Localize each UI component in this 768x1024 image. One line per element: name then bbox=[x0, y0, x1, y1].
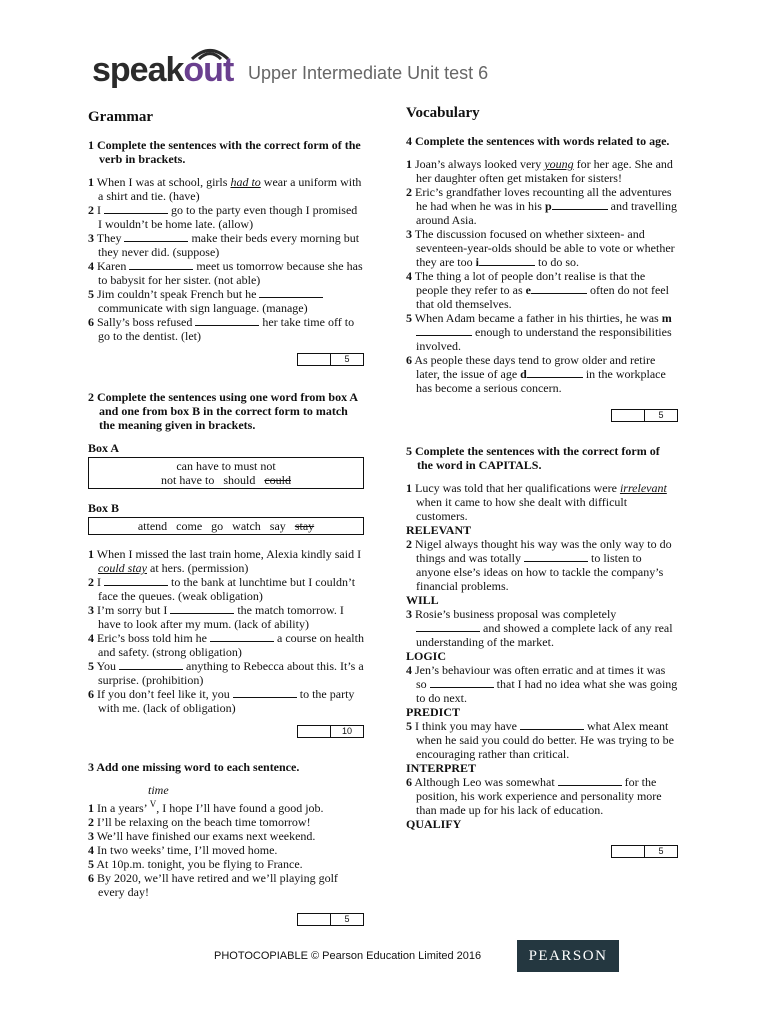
list-item bbox=[406, 663, 678, 705]
answer-blank[interactable] bbox=[545, 199, 608, 213]
insert-caret: V bbox=[149, 799, 157, 809]
vocabulary-column bbox=[406, 105, 678, 858]
item-text: meet us tomorrow because she has to babysit for her sister. (not able) bbox=[98, 259, 363, 287]
blank-line bbox=[416, 325, 472, 336]
item-text: In two weeks’ time, I’ll moved home. bbox=[97, 843, 278, 857]
item-number: 1 bbox=[406, 157, 412, 171]
score-box: 10 bbox=[88, 725, 364, 738]
item-text: I’m sorry but I bbox=[97, 603, 171, 617]
item-number: 3 bbox=[406, 227, 412, 241]
answer-blank[interactable] bbox=[430, 677, 494, 688]
item-text: The discussion focused on whether sixteen- and seventeen-year-olds should be able to vote or whether they are too bbox=[414, 227, 675, 269]
question-3 bbox=[88, 760, 364, 926]
item-text: to do so. bbox=[535, 255, 580, 269]
item-number: 5 bbox=[406, 719, 412, 733]
answer-blank[interactable] bbox=[520, 719, 584, 730]
grammar-column bbox=[88, 108, 364, 926]
item-number: 4 bbox=[88, 631, 94, 645]
answer-blank[interactable] bbox=[526, 283, 587, 297]
question-instruction: 1 Complete the sentences with the correct form of the verb in brackets. bbox=[88, 138, 361, 166]
grammar-heading: Grammar bbox=[88, 109, 153, 125]
item-text: wear a uniform with a shirt and tie. (have) bbox=[98, 175, 362, 203]
copyright-notice: PHOTOCOPIABLE © Pearson Education Limited 2016 bbox=[214, 950, 482, 962]
item-number: 3 bbox=[88, 603, 94, 617]
answer-blank[interactable] bbox=[259, 287, 323, 298]
item-number: 5 bbox=[88, 659, 94, 673]
item-text: I think you may have bbox=[415, 719, 520, 733]
item-text: In a years’ bbox=[97, 801, 150, 815]
question-5 bbox=[406, 444, 678, 858]
first-letter: p bbox=[544, 199, 552, 213]
item-text: in the workplace has become a serious concern. bbox=[416, 367, 666, 395]
item-number: 3 bbox=[406, 607, 412, 621]
box-a-label: Box A bbox=[88, 441, 120, 455]
item-number: 1 bbox=[88, 547, 94, 561]
item-number: 2 bbox=[88, 815, 94, 829]
test-subtitle: Upper Intermediate Unit test 6 bbox=[248, 63, 489, 83]
capital-word: QUALIFY bbox=[406, 817, 462, 831]
list-item bbox=[88, 603, 364, 631]
blank-line bbox=[531, 283, 587, 294]
question-items bbox=[406, 481, 678, 831]
answer-blank[interactable] bbox=[416, 621, 480, 632]
score-input[interactable] bbox=[612, 846, 645, 857]
example-answer: had to bbox=[230, 175, 261, 189]
question-instruction: 3 Add one missing word to each sentence. bbox=[88, 760, 300, 774]
item-text: when it came to how she dealt with difficult customers. bbox=[416, 495, 628, 523]
item-number: 3 bbox=[88, 829, 94, 843]
item-text: Karen bbox=[97, 259, 130, 273]
item-number: 4 bbox=[88, 259, 94, 273]
list-item bbox=[88, 231, 364, 259]
list-item bbox=[88, 203, 364, 231]
example-answer: could stay bbox=[98, 561, 147, 575]
answer-blank[interactable] bbox=[124, 231, 188, 242]
item-number: 4 bbox=[406, 269, 412, 283]
question-2 bbox=[88, 390, 364, 738]
example-insert-word: time bbox=[148, 783, 169, 797]
capital-word: LOGIC bbox=[406, 649, 447, 663]
score-input[interactable] bbox=[298, 354, 331, 365]
answer-blank[interactable] bbox=[558, 775, 622, 786]
item-text: to the party with me. (lack of obligation) bbox=[98, 687, 355, 715]
list-item bbox=[406, 481, 678, 523]
answer-blank[interactable] bbox=[524, 551, 588, 562]
item-text: If you don’t feel like it, you bbox=[97, 687, 233, 701]
item-number: 5 bbox=[88, 857, 94, 871]
capital-word: INTERPRET bbox=[406, 761, 477, 775]
item-number: 1 bbox=[88, 801, 94, 815]
item-number: 6 bbox=[406, 353, 412, 367]
item-number: 4 bbox=[406, 663, 412, 677]
item-number: 3 bbox=[88, 231, 94, 245]
first-letter: i bbox=[475, 255, 479, 269]
item-text: By 2020, we’ll have retired and we’ll playing golf every day! bbox=[97, 871, 338, 899]
item-text: Joan’s always looked very bbox=[415, 157, 545, 171]
item-text: Although Leo was somewhat bbox=[414, 775, 558, 789]
list-item bbox=[88, 287, 364, 315]
item-text: and travelling around Asia. bbox=[416, 199, 677, 227]
answer-blank[interactable] bbox=[476, 255, 535, 269]
list-item bbox=[406, 185, 678, 227]
capital-word: PREDICT bbox=[406, 705, 461, 719]
list-item bbox=[406, 269, 678, 311]
item-text: As people these days tend to grow older and retire later, the issue of age bbox=[414, 353, 656, 381]
question-instruction: 5 Complete the sentences with the correct form of the word in CAPITALS. bbox=[406, 444, 660, 472]
item-text: Nigel always thought his way was the only way to do things and was totally bbox=[415, 537, 672, 565]
list-item bbox=[88, 797, 364, 815]
item-text: communicate with sign language. (manage) bbox=[98, 301, 308, 315]
item-number: 2 bbox=[88, 575, 94, 589]
score-box: 5 bbox=[88, 913, 364, 926]
item-number: 2 bbox=[406, 537, 412, 551]
answer-blank[interactable] bbox=[195, 315, 259, 326]
list-item bbox=[88, 871, 364, 899]
list-item bbox=[88, 659, 364, 687]
item-text: When Adam became a father in his thirties, he was bbox=[414, 311, 662, 325]
item-number: 6 bbox=[88, 687, 94, 701]
example-answer: irrelevant bbox=[619, 481, 667, 495]
list-item bbox=[88, 547, 364, 575]
speakout-logo: speakout bbox=[92, 51, 234, 89]
box-a: can have to must not not have to should could bbox=[88, 457, 364, 489]
list-item bbox=[88, 857, 364, 871]
item-text: a course on health and safety. (strong obligation) bbox=[98, 631, 364, 659]
list-item bbox=[406, 537, 678, 593]
list-item bbox=[88, 829, 364, 843]
list-item bbox=[406, 227, 678, 269]
item-text: Jen’s behaviour was often erratic and at times it was so bbox=[415, 663, 666, 691]
item-number: 4 bbox=[88, 843, 94, 857]
list-item bbox=[88, 575, 364, 603]
item-number: 6 bbox=[88, 315, 94, 329]
list-item bbox=[406, 719, 678, 761]
item-text: that I had no idea what she was going to do next. bbox=[416, 677, 678, 705]
item-text: They bbox=[96, 231, 125, 245]
item-text: Jim couldn’t speak French but he bbox=[97, 287, 260, 301]
score-input[interactable] bbox=[298, 914, 331, 925]
item-text: for the position, his work experience and personality more than made up for his lack of education. bbox=[416, 775, 662, 817]
item-text: When I missed the last train home, Alexia kindly said I bbox=[96, 547, 362, 561]
question-items bbox=[88, 797, 364, 899]
list-item bbox=[406, 311, 678, 353]
item-text: The thing a lot of people don’t realise is that the people they refer to as bbox=[414, 269, 646, 297]
answer-blank[interactable] bbox=[520, 367, 583, 381]
answer-blank[interactable] bbox=[104, 575, 168, 586]
item-text: At 10p.m. tonight, you be flying to France. bbox=[96, 857, 303, 871]
answer-blank[interactable] bbox=[119, 659, 183, 670]
item-text: You bbox=[96, 659, 120, 673]
blank-line bbox=[479, 255, 535, 266]
blank-line bbox=[552, 199, 608, 210]
item-number: 1 bbox=[406, 481, 412, 495]
item-text: go to the party even though I promised I wouldn’t be home late. (allow) bbox=[98, 203, 358, 231]
item-number: 1 bbox=[88, 175, 94, 189]
item-text: Eric’s boss told him he bbox=[97, 631, 210, 645]
question-items bbox=[406, 157, 678, 395]
capital-word: RELEVANT bbox=[406, 523, 472, 537]
score-box: 5 bbox=[406, 845, 678, 858]
list-item bbox=[406, 775, 678, 817]
list-item bbox=[406, 157, 678, 185]
question-1 bbox=[88, 138, 364, 366]
item-text: and showed a complete lack of any real understanding of the market. bbox=[416, 621, 673, 649]
score-input[interactable] bbox=[298, 726, 331, 737]
score-box: 5 bbox=[406, 409, 678, 422]
item-text: what Alex meant when he said you could do better. He was trying to be encouraging rather than critical. bbox=[416, 719, 674, 761]
answer-blank[interactable] bbox=[104, 203, 168, 214]
capital-word: WILL bbox=[406, 593, 439, 607]
item-text: the match tomorrow. I have to look after my mum. (lack of ability) bbox=[98, 603, 344, 631]
item-text: to listen to anyone else’s ideas on how to tackle the company’s financial problems. bbox=[416, 551, 664, 593]
item-text: I’ll be relaxing on the beach time tomorrow! bbox=[97, 815, 311, 829]
item-text: When I was at school, girls bbox=[96, 175, 231, 189]
item-text: often do not feel that old themselves. bbox=[416, 283, 669, 311]
question-items bbox=[88, 547, 364, 715]
first-letter: e bbox=[525, 283, 531, 297]
first-letter: m bbox=[661, 311, 672, 325]
item-text: , I hope I’ll have found a good job. bbox=[156, 801, 324, 815]
item-number: 5 bbox=[88, 287, 94, 301]
item-number: 6 bbox=[88, 871, 94, 885]
list-item bbox=[88, 843, 364, 857]
item-text: make their beds every morning but they never did. (suppose) bbox=[98, 231, 360, 259]
list-item bbox=[88, 815, 364, 829]
item-text: her take time off to go to the dentist. (let) bbox=[98, 315, 355, 343]
item-text: Sally’s boss refused bbox=[97, 315, 196, 329]
score-input[interactable] bbox=[612, 410, 645, 421]
pearson-logo: PEARSON bbox=[517, 940, 619, 972]
answer-blank[interactable] bbox=[170, 603, 234, 614]
list-item bbox=[406, 607, 678, 649]
list-item bbox=[88, 175, 364, 203]
item-text: enough to understand the responsibilities involved. bbox=[416, 325, 672, 353]
question-instruction: 4 Complete the sentences with words related to age. bbox=[406, 134, 670, 148]
answer-blank[interactable] bbox=[129, 259, 193, 270]
item-number: 2 bbox=[88, 203, 94, 217]
item-text: to the bank at lunchtime but I couldn’t face the queues. (weak obligation) bbox=[98, 575, 356, 603]
item-text: We’ll have finished our exams next weekend. bbox=[96, 829, 316, 843]
vocabulary-heading: Vocabulary bbox=[406, 105, 480, 121]
item-number: 2 bbox=[406, 185, 412, 199]
item-text: Lucy was told that her qualifications were bbox=[415, 481, 620, 495]
blank-line bbox=[527, 367, 583, 378]
score-box: 5 bbox=[88, 353, 364, 366]
box-b-label: Box B bbox=[88, 501, 120, 515]
answer-blank[interactable] bbox=[233, 687, 297, 698]
question-items bbox=[88, 175, 364, 343]
item-text: anything to Rebecca about this. It’s a surprise. (prohibition) bbox=[98, 659, 364, 687]
list-item bbox=[88, 687, 364, 715]
box-b: attend come go watch say stay bbox=[88, 517, 364, 535]
first-letter: d bbox=[520, 367, 527, 381]
item-number: 5 bbox=[406, 311, 412, 325]
header bbox=[92, 46, 692, 96]
item-number: 6 bbox=[406, 775, 412, 789]
item-text: I bbox=[97, 575, 104, 589]
answer-blank[interactable] bbox=[210, 631, 274, 642]
item-text: Rosie’s business proposal was completely bbox=[415, 607, 617, 621]
item-text: for her age. She and her daughter often get mistaken for sisters! bbox=[416, 157, 673, 185]
item-text: I bbox=[97, 203, 104, 217]
question-4 bbox=[406, 134, 678, 422]
example-answer: young bbox=[544, 157, 574, 171]
item-text: Eric’s grandfather loves recounting all the adventures he had when he was in his bbox=[415, 185, 672, 213]
list-item bbox=[88, 315, 364, 343]
list-item bbox=[88, 259, 364, 287]
list-item bbox=[88, 631, 364, 659]
item-text: at hers. (permission) bbox=[147, 561, 249, 575]
question-instruction: 2 Complete the sentences using one word from box A and one from box B in the correct form to match the meaning given in brackets. bbox=[88, 390, 358, 432]
list-item bbox=[406, 353, 678, 395]
